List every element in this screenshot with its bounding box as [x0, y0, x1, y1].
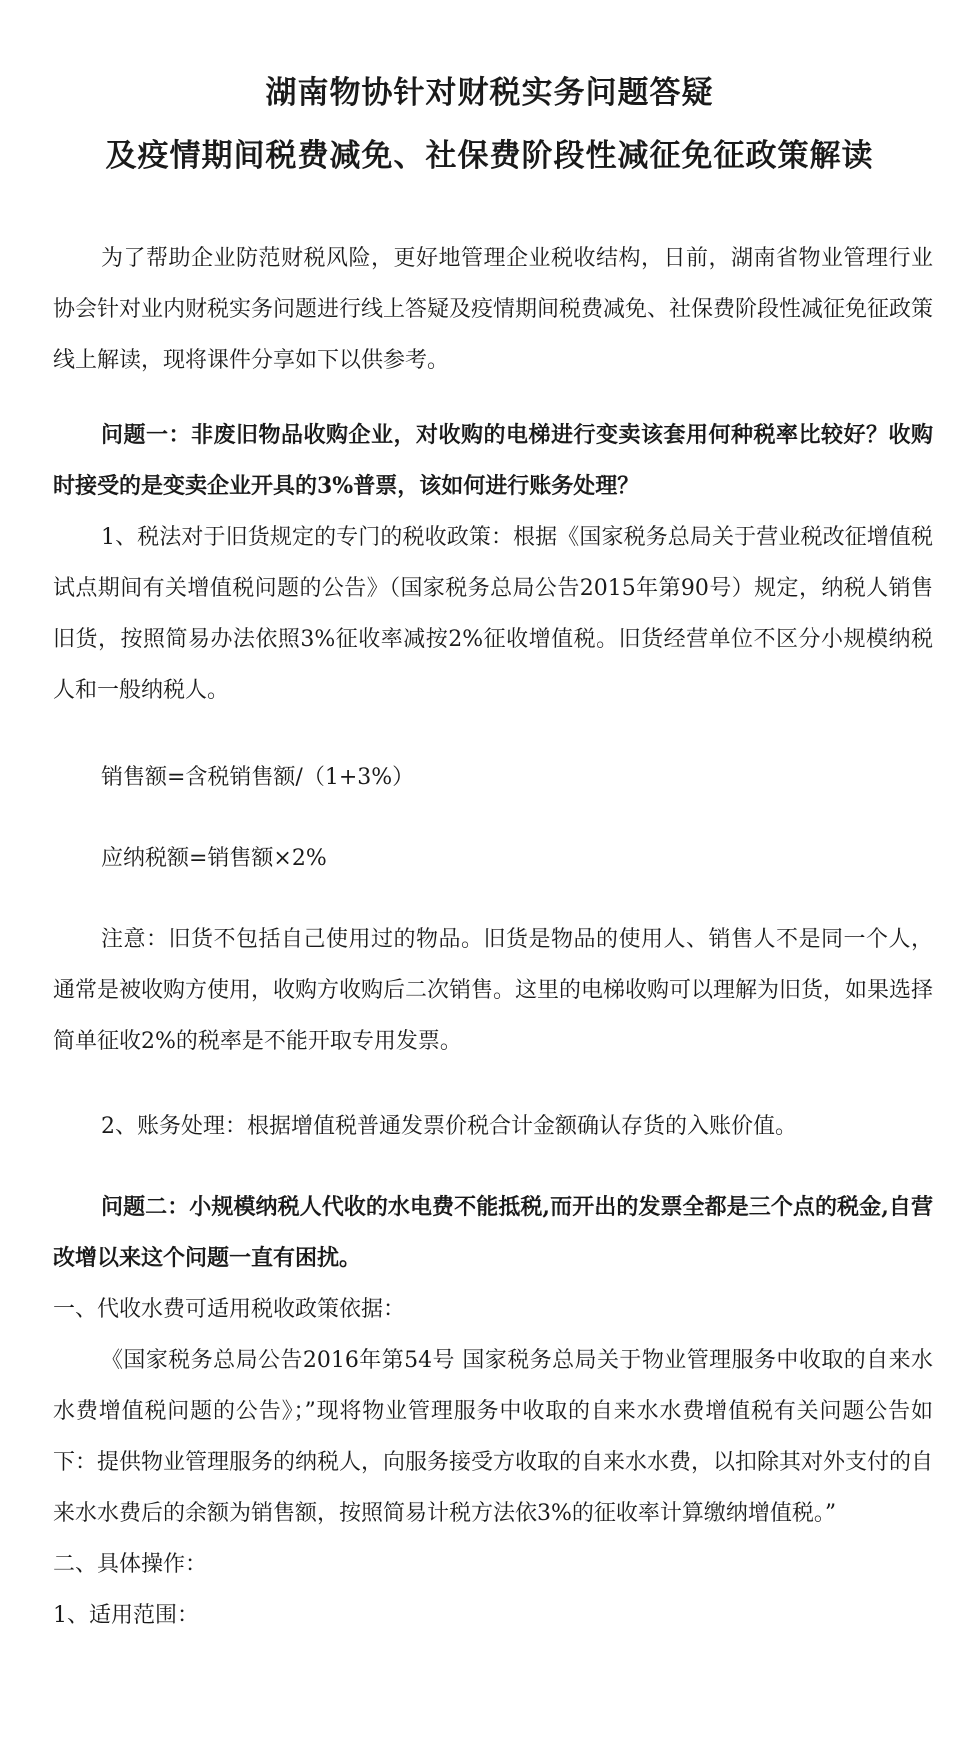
q2-item-one: 1、适用范围： [53, 1603, 199, 1628]
q1-formula-tax-payable: 应纳税额=销售额×2% [101, 846, 327, 871]
question-one-heading: 问题一：非废旧物品收购企业，对收购的电梯进行变卖该套用何种税率比较好？收购时接受的是变卖企业开具的3%普票，该如何进行账务处理？ [53, 422, 933, 499]
q2-policy-paragraph: 《国家税务总局公告2016年第54号 国家税务总局关于物业管理服务中收取的自来水水费增值税问题的公告》；”现将物业管理服务中收取的自来水水费增值税有关问题公告如下：提供物业管理服务的纳税人，向服务接受方收取的自来水水费，以扣除其对外支付的自来水水费后的余额为销售额，按照简易计税方法依3%的征收率计算缴纳增值税。” [53, 1348, 934, 1526]
q1-formula-sales: 销售额=含税销售额/（1+3%） [101, 765, 415, 790]
q2-section-two-heading: 二、具体操作： [53, 1552, 208, 1577]
intro-paragraph: 为了帮助企业防范财税风险，更好地管理企业税收结构，日前，湖南省物业管理行业协会针对业内财税实务问题进行线上答疑及疫情期间税费减免、社保费阶段性减征免征政策线上解读，现将课件分享如下以供参考。 [53, 246, 934, 373]
q2-section-one-heading: 一、代收水费可适用税收政策依据： [53, 1297, 406, 1322]
q1-note-paragraph: 注意：旧货不包括自己使用过的物品。旧货是物品的使用人、销售人不是同一个人，通常是被收购方使用，收购方收购后二次销售。这里的电梯收购可以理解为旧货，如果选择简单征收2%的税率是不能开取专用发票。 [53, 927, 934, 1054]
q1-paragraph-tax-policy: 1、税法对于旧货规定的专门的税收政策：根据《国家税务总局关于营业税改征增值税试点期间有关增值税问题的公告》（国家税务总局公告2015年第90号）规定，纳税人销售旧货，按照简易办法依照3%征收率减按2%征收增值税。旧货经营单位不区分小规模纳税人和一般纳税人。 [53, 525, 933, 703]
q1-paragraph-accounting: 2、账务处理：根据增值税普通发票价税合计金额确认存货的入账价值。 [101, 1114, 797, 1139]
document-title-line-1: 湖南物协针对财税实务问题答疑 [265, 75, 714, 111]
question-two-heading: 问题二：小规模纳税人代收的水电费不能抵税,而开出的发票全都是三个点的税金,自营改增以来这个问题一直有困扰。 [53, 1194, 933, 1271]
document-title-line-2: 及疫情期间税费减免、社保费阶段性减征免征政策解读 [105, 138, 874, 174]
document-body [53, 233, 933, 1641]
